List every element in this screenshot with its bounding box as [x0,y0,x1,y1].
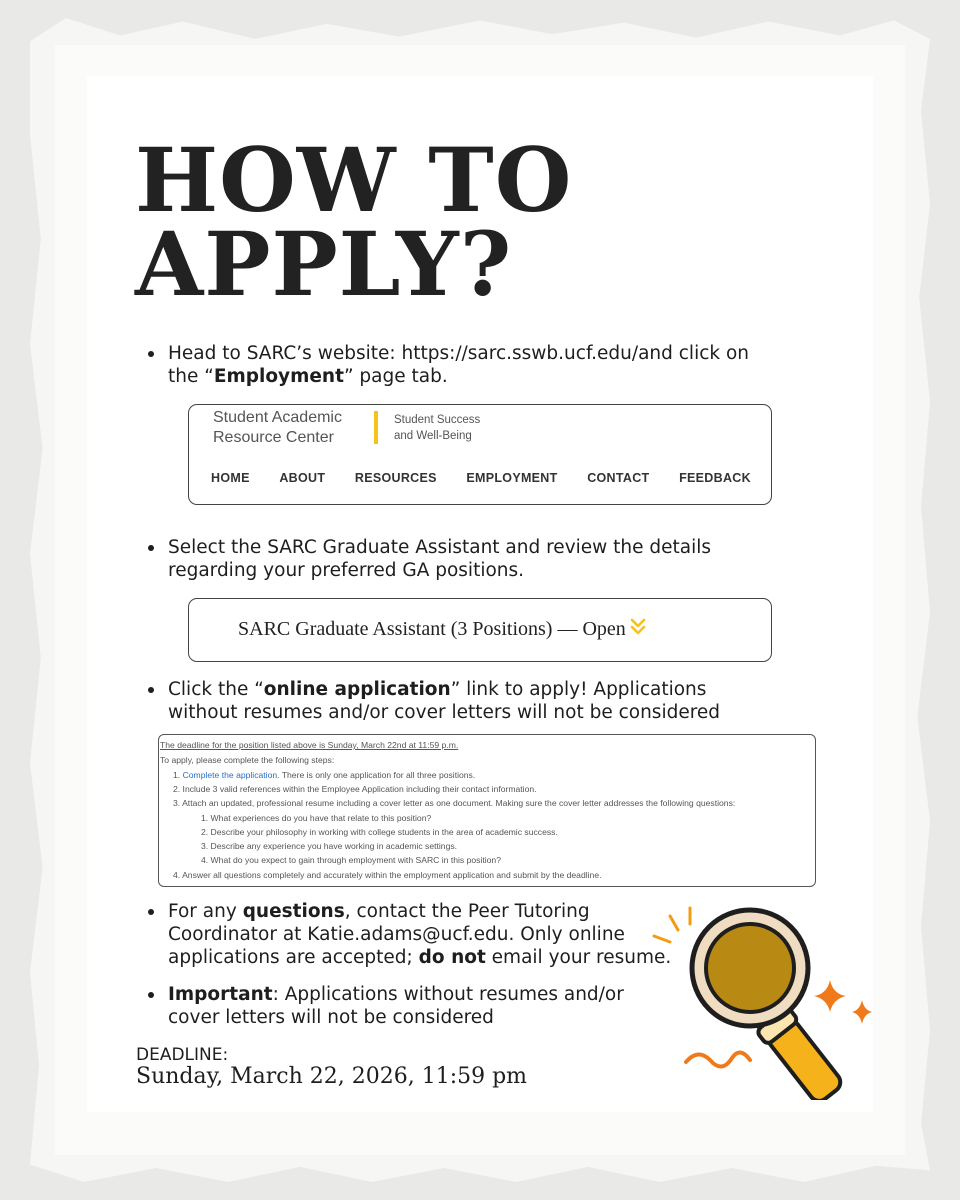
instruction-step-2: 2. Include 3 valid references within the Employee Application including their contact information. [173,784,537,794]
important-emphasis: Important [168,984,273,1005]
employment-emphasis: Employment [213,366,344,387]
nav-employment[interactable]: EMPLOYMENT [466,471,558,485]
step-important: Important: Applications without resumes and/or cover letters will not be considered [168,983,648,1029]
deadline-line: The deadline for the position listed above is Sunday, March 22nd at 11:59 p.m. [160,740,459,750]
page-title [135,128,755,316]
sparkle-star-icon [814,980,846,1012]
title-line-2: APPLY? [135,212,513,316]
nav-contact[interactable]: CONTACT [587,471,650,485]
instruction-step-4: 4. Answer all questions completely and accurately within the employment application and submit by the deadline. [173,870,602,880]
question-3: 3. Describe any experience you have working in academic settings. [201,841,458,851]
sarc-nav [211,471,751,485]
step-website: Head to SARC’s website: https://sarc.sswb.ucf.edu/and click on the “Employment” page tab. [168,342,778,388]
application-instructions-screenshot [158,734,816,887]
ga-listing-screenshot[interactable] [188,598,772,662]
sparkle-lines-icon [654,908,690,942]
nav-resources[interactable]: RESOURCES [354,471,437,485]
complete-application-link[interactable]: Complete the application [182,770,278,780]
deadline-label: DEADLINE: [136,1045,229,1065]
squiggle-icon [686,1052,750,1066]
sparkle-star-small-icon [852,1000,872,1024]
online-application-emphasis: online application [263,679,451,700]
nav-feedback[interactable]: FEEDBACK [679,471,751,485]
ga-listing-label: SARC Graduate Assistant (3 Positions) — Open [238,618,646,642]
questions-emphasis: questions [242,901,345,922]
sarc-divider-bar [374,411,378,444]
magnifying-glass-icon [650,900,890,1100]
double-chevron-down-icon [630,618,646,642]
instruction-step-3: 3. Attach an updated, professional resume including a cover letter as one document. Making sure the cover letter addresses the following questions: [173,798,736,808]
sarc-subtitle: Student Success and Well-Being [394,414,481,442]
question-2: 2. Describe your philosophy in working with college students in the area of academic success. [201,827,558,837]
title-line-1: HOW TO [135,128,573,232]
step-questions-contact: For any questions, contact the Peer Tutoring Coordinator at Katie.adams@ucf.edu. Only online applications are accepted; do not email your resume. [168,900,688,969]
nav-home[interactable]: HOME [211,471,250,485]
nav-about[interactable]: ABOUT [279,471,326,485]
question-1: 1. What experiences do you have that relate to this position? [201,813,432,823]
question-4: 4. What do you expect to gain through employment with SARC in this position? [201,855,501,865]
step-select-position: Select the SARC Graduate Assistant and review the details regarding your preferred GA positions. [168,536,768,582]
do-not-emphasis: do not [418,947,486,968]
step-online-application: Click the “online application” link to apply! Applications without resumes and/or cover letters will not be considered [168,678,768,724]
deadline-value: Sunday, March 22, 2026, 11:59 pm [136,1064,528,1089]
sarc-name: Student Academic Resource Center [213,409,342,446]
instruction-step-1: 1. Complete the application. There is only one application for all three positions. [173,770,476,780]
sarc-header-screenshot [188,404,772,505]
instructions-intro: To apply, please complete the following steps: [160,755,335,765]
